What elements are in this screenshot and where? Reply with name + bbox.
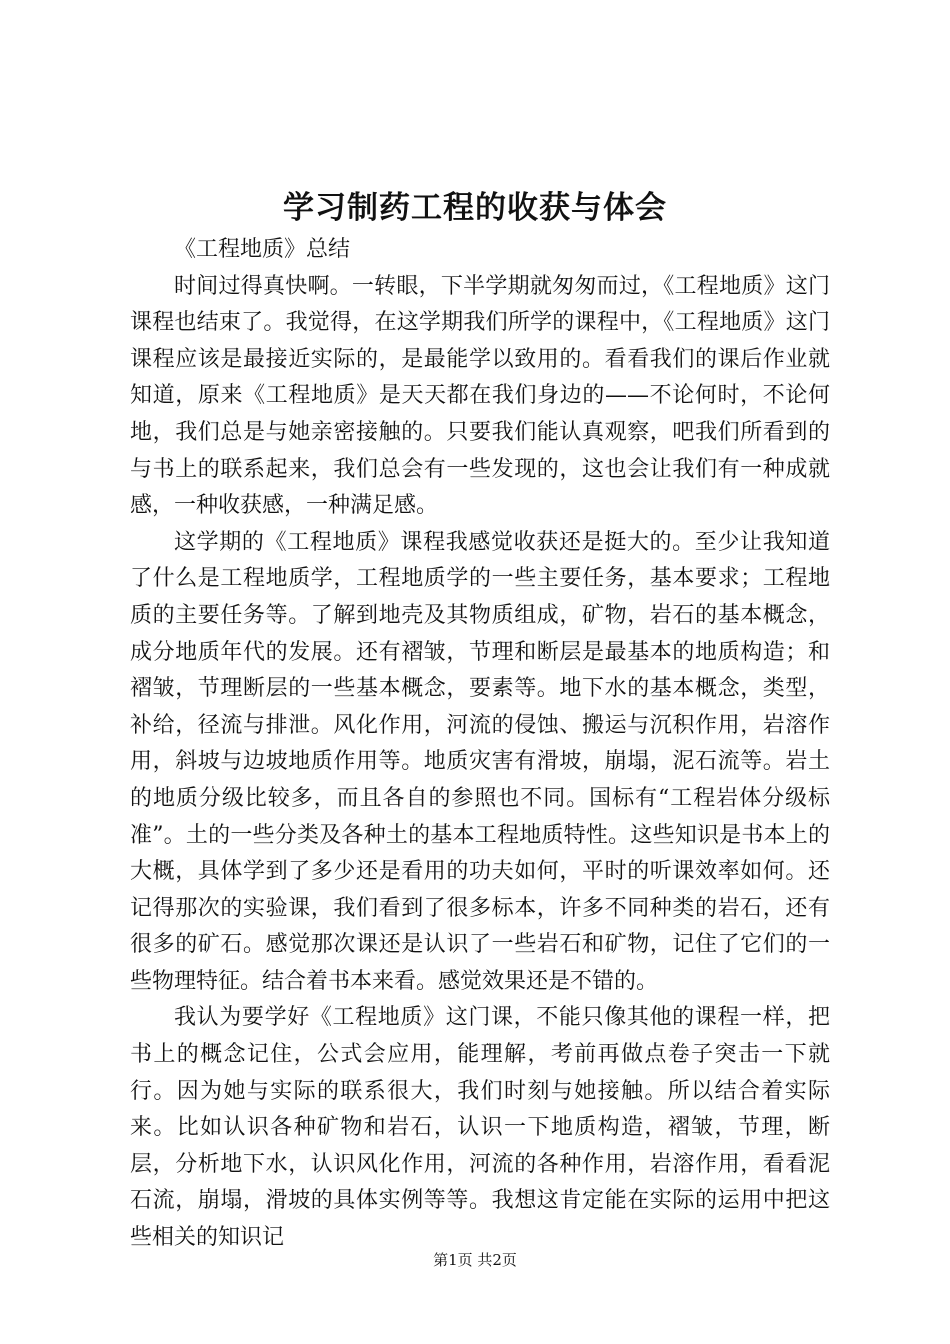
- document-body: [130, 232, 830, 1257]
- paragraph-subtitle: 《工程地质》总结: [174, 237, 351, 262]
- paragraph-2: 这学期的《工程地质》课程我感觉收获还是挺大的。至少让我知道了什么是工程地质学，工程地质学的一些主要任务，基本要求；工程地质的主要任务等。了解到地壳及其物质组成，矿物，岩石的基本概念，成分地质年代的发展。还有褶皱，节理和断层是最基本的地质构造；和褶皱，节理断层的一些基本概念，要素等。地下水的基本概念，类型，补给，径流与排泄。风化作用，河流的侵蚀、搬运与沉积作用，岩溶作用，斜坡与边坡地质作用等。地质灾害有滑坡，崩塌，泥石流等。岩土的地质分级比较多，而且各自的参照也不同。国标有“工程岩体分级标准”。土的一些分类及各种土的基本工程地质特性。这些知识是书本上的大概，具体学到了多少还是看用的功夫如何，平时的听课效率如何。还记得那次的实验课，我们看到了很多标本，许多不同种类的岩石，还有很多的矿石。感觉那次课还是认识了一些岩石和矿物，记住了它们的一些物理特征。结合着书本来看。感觉效果还是不错的。: [130, 529, 830, 994]
- page-footer: 第1页 共2页: [433, 1251, 517, 1269]
- document-title: 学习制药工程的收获与体会: [283, 190, 667, 226]
- paragraph-3: 我认为要学好《工程地质》这门课，不能只像其他的课程一样，把书上的概念记住，公式会应用，能理解，考前再做点卷子突击一下就行。因为她与实际的联系很大，我们时刻与她接触。所以结合着实际来。比如认识各种矿物和岩石，认识一下地质构造，褶皱，节理，断层，分析地下水，认识风化作用，河流的各种作用，岩溶作用，看看泥石流，崩塌，滑坡的具体实例等等。我想这肯定能在实际的运用中把这些相关的知识记: [130, 1005, 830, 1251]
- paragraph-1: 时间过得真快啊。一转眼，下半学期就匆匆而过，《工程地质》这门课程也结束了。我觉得，在这学期我们所学的课程中，《工程地质》这门课程应该是最接近实际的，是最能学以致用的。看看我们的课后作业就知道，原来《工程地质》是天天都在我们身边的——不论何时，不论何地，我们总是与她亲密接触的。只要我们能认真观察，吧我们所看到的与书上的联系起来，我们总会有一些发现的，这也会让我们有一种成就感，一种收获感，一种满足感。: [130, 273, 830, 519]
